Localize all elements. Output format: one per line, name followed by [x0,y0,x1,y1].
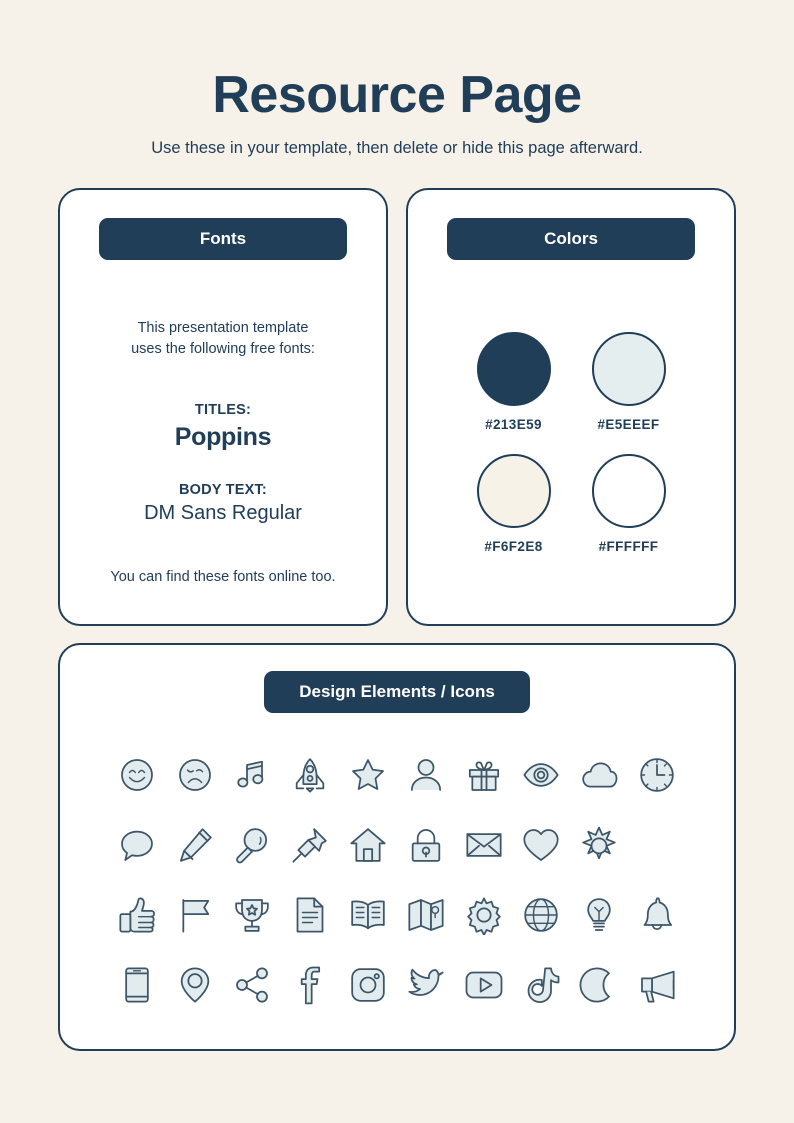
color-swatch-hex-label: #F6F2E8 [484,539,543,555]
lightbulb-icon[interactable] [570,887,628,943]
color-swatch-circle [477,454,551,528]
magnifying-glass-icon[interactable] [224,817,282,873]
globe-icon[interactable] [513,887,571,943]
color-swatch-circle [592,332,666,406]
icon-grid-spacer [628,817,686,873]
rocket-icon[interactable] [281,747,339,803]
lock-icon[interactable] [397,817,455,873]
titles-font-group [84,402,362,452]
color-swatch [465,454,562,554]
colors-card [406,188,736,626]
color-swatch [580,454,677,554]
smiley-face-icon[interactable] [108,747,166,803]
megaphone-icon[interactable] [628,957,686,1013]
heart-icon[interactable] [513,817,571,873]
color-swatch-circle [592,454,666,528]
facebook-icon[interactable] [281,957,339,1013]
fonts-intro-line-1: This presentation template [137,320,309,337]
body-font-label: BODY TEXT: [179,482,267,499]
flag-icon[interactable] [166,887,224,943]
instagram-icon[interactable] [339,957,397,1013]
folded-map-icon[interactable] [397,887,455,943]
trophy-icon[interactable] [224,887,282,943]
youtube-icon[interactable] [455,957,513,1013]
pushpin-icon[interactable] [281,817,339,873]
open-book-icon[interactable] [339,887,397,943]
bell-icon[interactable] [628,887,686,943]
envelope-icon[interactable] [455,817,513,873]
color-swatch-hex-label: #E5EEEF [597,417,660,433]
gift-icon[interactable] [455,747,513,803]
body-font-value: DM Sans Regular [144,502,302,525]
music-note-icon[interactable] [224,747,282,803]
pencil-icon[interactable] [166,817,224,873]
page-header [0,0,794,158]
icons-card [58,643,736,1051]
fonts-card [58,188,388,626]
color-swatch [580,332,677,432]
icons-card-header: Design Elements / Icons [264,671,530,714]
fonts-intro [84,318,362,360]
thumbs-up-icon[interactable] [108,887,166,943]
body-font-group [84,482,362,525]
person-icon[interactable] [397,747,455,803]
color-swatch-hex-label: #213E59 [485,417,542,433]
color-swatch-hex-label: #FFFFFF [598,539,659,555]
document-icon[interactable] [281,887,339,943]
star-icon[interactable] [339,747,397,803]
location-pin-icon[interactable] [166,957,224,1013]
share-icon[interactable] [224,957,282,1013]
titles-font-value: Poppins [174,423,272,452]
top-cards-row [0,188,794,626]
color-swatch-circle [477,332,551,406]
fonts-card-header: Fonts [99,218,347,261]
fonts-footer-note: You can find these fonts online too. [110,569,336,586]
moon-icon[interactable] [570,957,628,1013]
twitter-icon[interactable] [397,957,455,1013]
page-title: Resource Page [212,66,582,124]
clock-icon[interactable] [628,747,686,803]
colors-card-header: Colors [447,218,695,261]
smartphone-icon[interactable] [108,957,166,1013]
eye-icon[interactable] [513,747,571,803]
tiktok-icon[interactable] [513,957,571,1013]
sun-icon[interactable] [570,817,628,873]
gear-icon[interactable] [455,887,513,943]
icon-grid [84,747,710,1013]
house-icon[interactable] [339,817,397,873]
color-swatch [465,332,562,432]
page-subtitle: Use these in your template, then delete or hide this page afterward. [151,138,643,157]
cloud-icon[interactable] [570,747,628,803]
fonts-card-body [84,318,362,585]
sad-face-icon[interactable] [166,747,224,803]
titles-font-label: TITLES: [194,402,252,419]
color-swatch-grid [465,332,677,554]
speech-bubble-icon[interactable] [108,817,166,873]
fonts-intro-line-2: uses the following free fonts: [131,341,315,358]
